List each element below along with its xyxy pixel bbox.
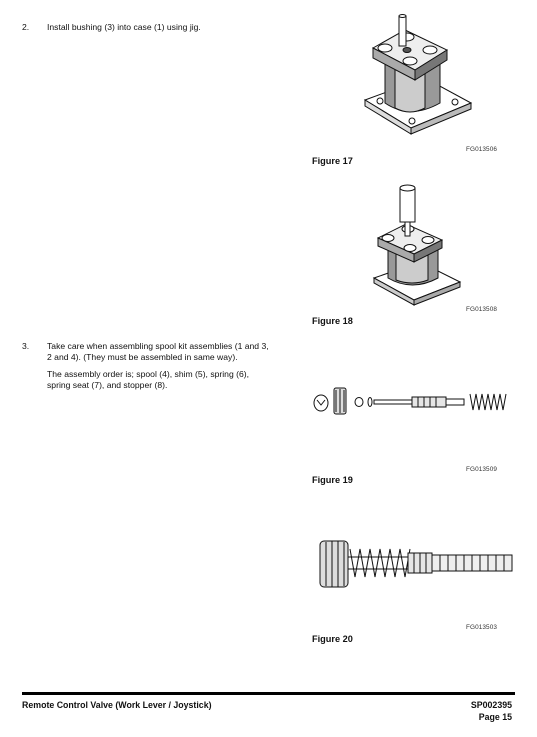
step-3-text xyxy=(47,341,307,363)
figure-17-code: FG013506 xyxy=(466,146,497,153)
step-3-line-2: 2 and 4). (They must be assembled in same way). xyxy=(47,352,238,362)
figure-18-illustration xyxy=(370,182,470,307)
figure-18-caption: Figure 18 xyxy=(312,316,353,326)
figure-19-code: FG013509 xyxy=(466,466,497,473)
figure-19-illustration xyxy=(312,380,512,425)
step-2-text: Install bushing (3) into case (1) using jig. xyxy=(47,22,201,32)
footer-rule xyxy=(22,692,515,695)
footer-doc-number: SP002395 xyxy=(470,700,512,710)
figure-17-caption: Figure 17 xyxy=(312,156,353,166)
figure-19-caption: Figure 19 xyxy=(312,475,353,485)
figure-20-illustration xyxy=(318,535,514,595)
figure-18-code: FG013508 xyxy=(466,306,497,313)
footer-page-number: Page 15 xyxy=(478,712,512,722)
figure-20-code: FG013503 xyxy=(466,624,497,631)
step-3-number: 3. xyxy=(22,341,30,351)
step-3-detail-line-1: The assembly order is; spool (4), shim (5), spring (6), xyxy=(47,369,250,379)
step-2-number: 2. xyxy=(22,22,30,32)
step-3-detail-line-2: spring seat (7), and stopper (8). xyxy=(47,380,168,390)
figure-17-illustration xyxy=(355,8,475,148)
step-3-detail xyxy=(47,369,307,391)
figure-20-caption: Figure 20 xyxy=(312,634,353,644)
step-3-line-1: Take care when assembling spool kit assemblies (1 and 3, xyxy=(47,341,269,351)
footer-title: Remote Control Valve (Work Lever / Joystick) xyxy=(22,700,212,710)
